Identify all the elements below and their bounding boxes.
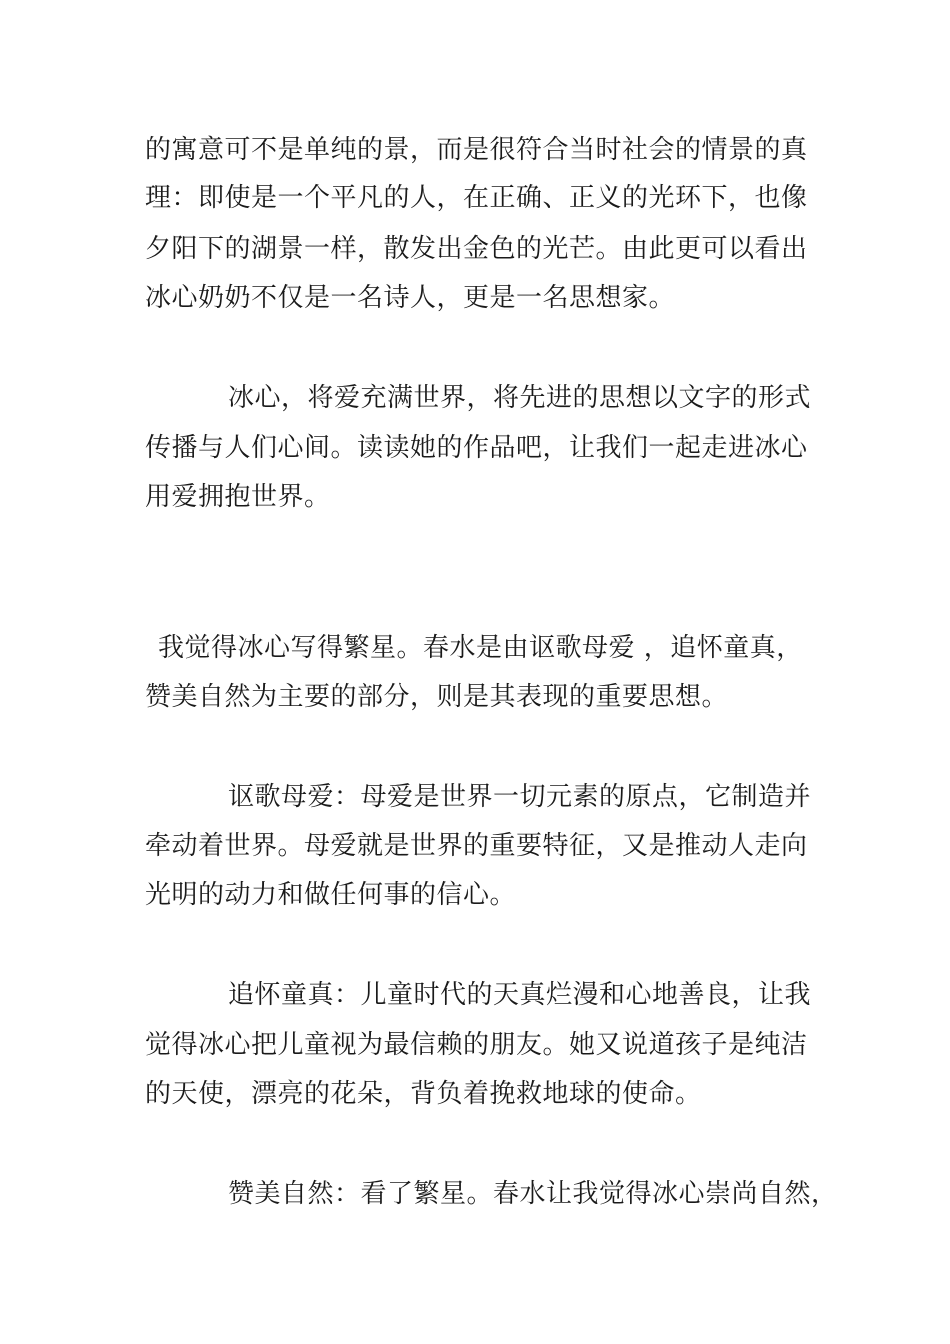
paragraph-line: 的寓意可不是单纯的景，而是很符合当时社会的情景的真 (145, 135, 808, 165)
paragraph-line: 赞美自然为主要的部分，则是其表现的重要思想。 (145, 682, 729, 712)
paragraph-line: 觉得冰心把儿童视为最信赖的朋友。她又说道孩子是纯洁 (145, 1030, 808, 1060)
paragraph-line: 我觉得冰心写得繁星。春水是由讴歌母爱 ，追怀童真， (158, 633, 803, 663)
paragraph-line: 夕阳下的湖景一样，散发出金色的光芒。由此更可以看出 (145, 234, 808, 264)
paragraph-line: 讴歌母爱：母爱是世界一切元素的原点，它制造并 (228, 782, 812, 812)
paragraph-line: 追怀童真：儿童时代的天真烂漫和心地善良，让我 (228, 980, 812, 1010)
paragraph-line: 传播与人们心间。读读她的作品吧，让我们一起走进冰心 (145, 433, 808, 463)
paragraph-line: 用爱拥抱世界。 (145, 482, 331, 512)
paragraph-line: 牵动着世界。母爱就是世界的重要特征，又是推动人走向 (145, 831, 808, 861)
paragraph-line: 冰心，将爱充满世界，将先进的思想以文字的形式 (228, 383, 812, 413)
paragraph-line: 的天使，漂亮的花朵，背负着挽救地球的使命。 (145, 1079, 702, 1109)
paragraph-line: 理：即使是一个平凡的人，在正确、正义的光环下，也像 (145, 183, 808, 213)
paragraph-line: 冰心奶奶不仅是一名诗人，更是一名思想家。 (145, 283, 676, 313)
paragraph-line: 赞美自然：看了繁星。春水让我觉得冰心崇尚自然， (228, 1179, 838, 1209)
paragraph-line: 光明的动力和做任何事的信心。 (145, 880, 517, 910)
